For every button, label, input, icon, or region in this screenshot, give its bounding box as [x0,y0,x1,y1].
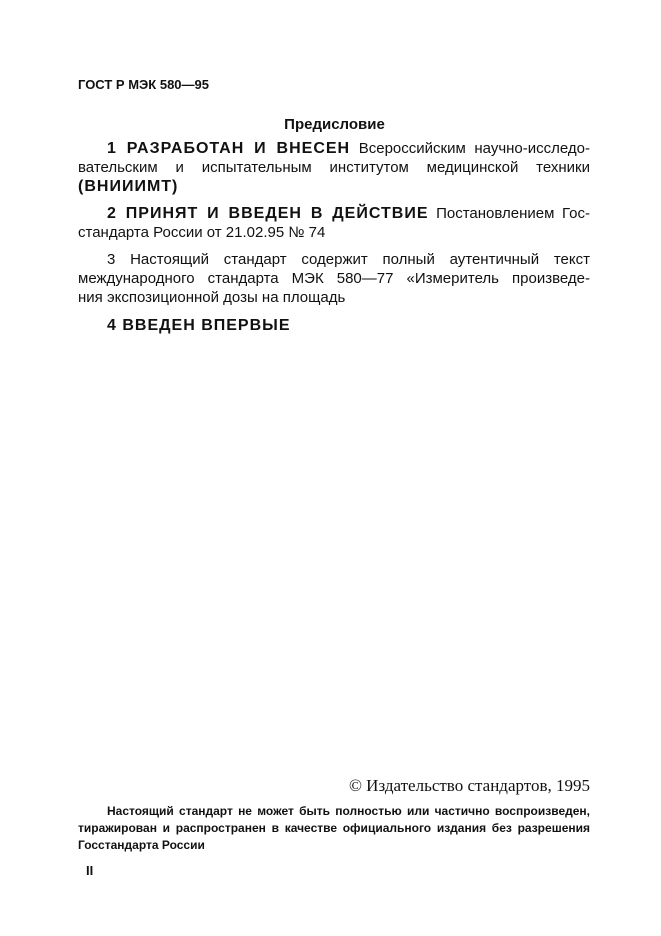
item-1-lead: 1 РАЗРАБОТАН И ВНЕСЕН [107,140,351,157]
document-header: ГОСТ Р МЭК 580—95 [78,77,209,92]
item-3-line-2: международного стандарта МЭК 580—77 «Измеритель произведе- [78,270,590,287]
section-title: Предисловие [284,116,385,133]
item-4: 4 ВВЕДЕН ВПЕРВЫЕ [107,317,291,334]
item-1-line-3: (ВНИИИМТ) [78,178,179,195]
page-number: II [86,863,94,878]
item-3-line-3: ния экспозиционной дозы на площадь [78,289,346,306]
notice-line-1: Настоящий стандарт не может быть полностью или частично воспроизведен, [107,804,590,818]
copyright: © Издательство стандартов, 1995 [349,776,590,795]
notice-line-2: тиражирован и распространен в качестве официального издания без разрешения [78,821,590,835]
item-3-line-1: 3 Настоящий стандарт содержит полный аутентичный текст [107,251,590,268]
notice-line-3: Госстандарта России [78,838,205,852]
item-2-lead: 2 ПРИНЯТ И ВВЕДЕН В ДЕЙСТВИЕ [107,205,429,222]
item-1-text: Всероссийским научно-исследо- [358,140,590,157]
item-1-line-1 [107,140,590,158]
item-1-line-2: вательским и испытательным институтом медицинской техники [78,159,590,176]
item-2-line-2: стандарта России от 21.02.95 № 74 [78,224,326,241]
item-2-text: Постановлением Гос- [436,205,590,222]
item-2-line-1 [107,205,590,223]
